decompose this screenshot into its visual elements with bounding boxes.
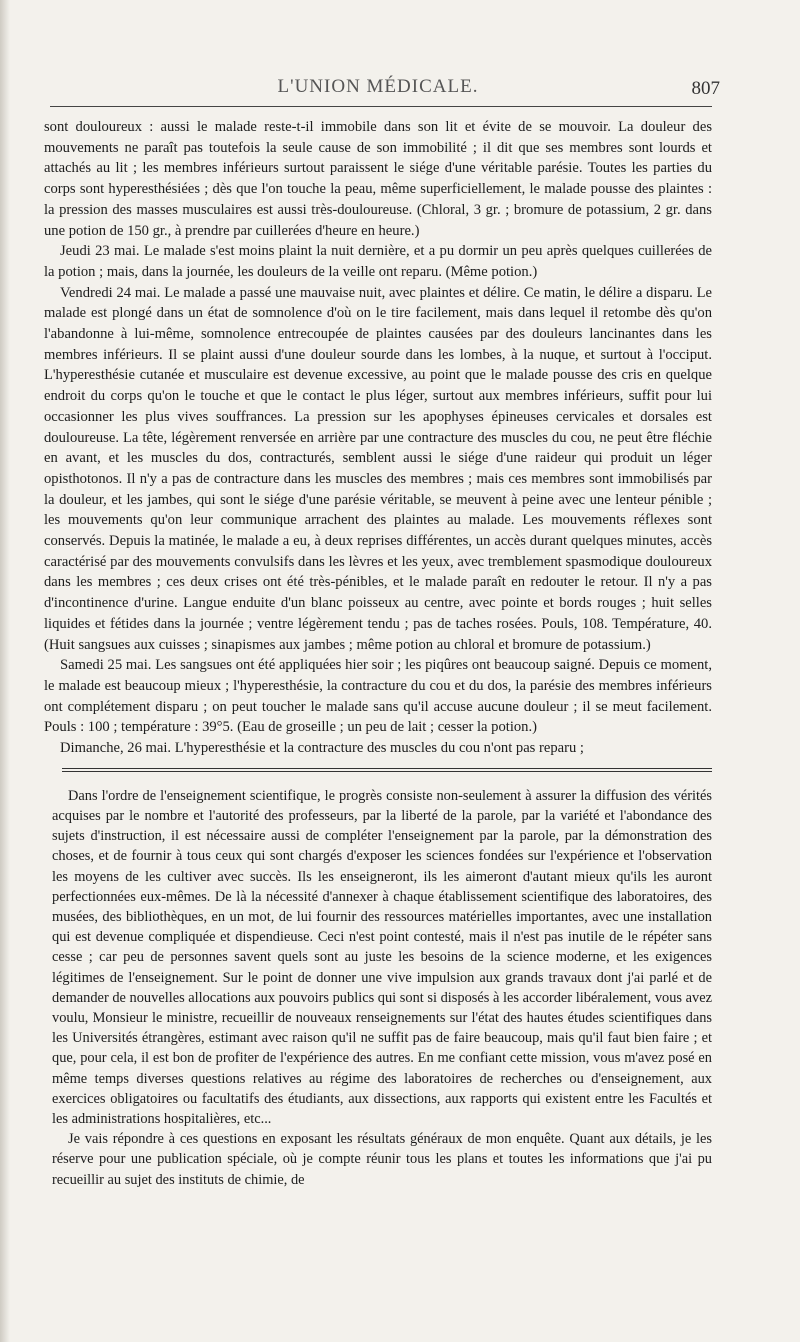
- case-paragraph: Vendredi 24 mai. Le malade a passé une mauvaise nuit, avec plaintes et délire. Ce matin, le délire a disparu. Le malade est plongé dans un état de somnolence d'où on le tire facilement, mais dans lequel il retombe dès qu'on l'abandonne à lui-même, somnolence entrecoupée de plaintes causées par des douleurs lancinantes dans les membres inférieurs. Il se plaint aussi d'une douleur sourde dans les lombes, à la nuque, et surtout à l'occiput. L'hyperesthésie cutanée et musculaire est devenue excessive, au point que le malade pousse des cris en quelque endroit du corps qu'on le touche et que le contact le plus léger, surtout aux membres inférieurs, suffit pour lui occasionner les plus vives souffrances. La pression sur les apophyses épineuses cervicales et dorsales est douloureuse. La tête, légèrement renversée en arrière par une contracture des muscles du cou, ne peut être fléchie en avant, et les muscles du dos, contracturés, semblent aussi le siége d'une raideur qui produit un léger opisthotonos. Il n'y a pas de contracture dans les muscles des membres ; mais ces membres sont immobilisés par la douleur, et les jambes, qui sont le siége d'une parésie véritable, se meuvent à peine avec une lenteur pénible ; les mouvements qu'on leur communique arrachent des plaintes au malade. Les mouvements réflexes sont conservés. Depuis la matinée, le malade a eu, à deux reprises différentes, un accès durant quelques minutes, accès caractérisé par des mouvements convulsifs dans les lèvres et les yeux, avec tremblement spasmodique douloureux dans les membres ; ces deux crises ont été très-pénibles, et le malade paraît en redouter le retour. Il n'y a pas d'incontinence d'urine. Langue enduite d'un blanc poisseux au centre, avec pointe et bords rouges ; huit selles liquides et fétides dans la journée ; ventre légèrement tendu ; pas de taches rosées. Pouls, 108. Température, 40. (Huit sangsues aux cuisses ; sinapismes aux jambes ; même potion au chloral et bromure de potassium.): [44, 284, 712, 653]
- running-head: [44, 74, 720, 102]
- journal-title: L'UNION MÉDICALE.: [277, 76, 479, 97]
- header-rule: [50, 106, 712, 107]
- section-divider: [62, 768, 712, 772]
- case-paragraph: Samedi 25 mai. Les sangsues ont été appliquées hier soir ; les piqûres ont beaucoup saigné. Depuis ce moment, le malade est beaucoup mieux ; l'hyperesthésie, la contracture du cou et du dos, la parésie des membres inférieurs ont complétement disparu ; on peut toucher le malade sans qu'il accuse aucune douleur ; il se meut facilement. Pouls : 100 ; température : 39°5. (Eau de groseille ; un peu de lait ; cesser la potion.): [44, 657, 712, 736]
- case-paragraph: sont douloureux : aussi le malade reste-t-il immobile dans son lit et évite de se mouvoir. La douleur des mouvements ne paraît pas toutefois la seule cause de son immobilité ; il dit que ses membres sont lourds et attachés au lit ; les membres inférieurs surtout paraissent le siége d'une véritable parésie. Toutes les parties du corps sont hyperesthésiées ; dès que l'on touche la peau, même superficiellement, le malade pousse des plaintes : la pression des masses musculaires est aussi très-douloureuse. (Chloral, 3 gr. ; bromure de potassium, 2 gr. dans une potion de 150 gr., à prendre par cuillerées d'heure en heure.): [44, 119, 712, 239]
- binding-gutter: [0, 0, 10, 1342]
- case-report: [44, 117, 712, 759]
- feuilleton-text: [44, 786, 712, 1190]
- feuilleton-paragraph: Dans l'ordre de l'enseignement scientifique, le progrès consiste non-seulement à assurer la diffusion des vérités acquises par le nombre et l'autorité des professeurs, par la liberté de la parole, par la variété et l'abondance des sujets d'instruction, il est nécessaire aussi de compléter l'enseignement par la parole, par la démonstration des choses, et de fournir à tous ceux qui sont chargés d'exposer les sciences fondées sur l'expérience et l'observation les moyens de les cultiver avec succès. Ils les enseigneront, ils les aimeront d'autant mieux qu'ils les auront perfectionnées eux-mêmes. De là la nécessité d'annexer à chaque établissement scientifique des laboratoires, des musées, des bibliothèques, en un mot, de lui fournir des ressources matérielles importantes, avec une installation qui est devenue compliquée et dispendieuse. Ceci n'est point contesté, mais il n'est pas inutile de le répéter sans cesse ; car peu de personnes savent quels sont au juste les besoins de la science moderne, et les exigences légitimes de l'enseignement. Sur le point de donner une vive impulsion aux grands travaux dont j'ai parlé et de demander de nouvelles allocations aux pouvoirs publics qui sont si disposés à les accorder libéralement, vous avez voulu, Monsieur le ministre, recueillir de nouveaux renseignements sur l'état des hautes études scientifiques dans les Universités étrangères, estimant avec raison qu'il ne suffit pas de faire beaucoup, mais qu'il faut bien faire ; et que, pour cela, il est bon de profiter de l'expérience des autres. En me confiant cette mission, vous m'avez posé en même temps diverses questions relatives au régime des laboratoires de recherches ou d'enseignement, aux exercices obligatoires ou facultatifs des étudiants, aux dissections, aux rapports qui existent entre les Facultés et les administrations hospitalières, etc...: [52, 787, 712, 1128]
- case-paragraph: Dimanche, 26 mai. L'hyperesthésie et la contracture des muscles du cou n'ont pas reparu ;: [60, 740, 584, 757]
- case-paragraph: Jeudi 23 mai. Le malade s'est moins plaint la nuit dernière, et a pu dormir un peu après quelques cuillerées de la potion ; mais, dans la journée, les douleurs de la veille ont reparu. (Même potion.): [44, 243, 712, 280]
- feuilleton-paragraph: Je vais répondre à ces questions en exposant les résultats généraux de mon enquête. Quant aux détails, je les réserve pour une publication spéciale, où je compte réunir tous les plans et toutes les informations que j'ai pu recueillir au sujet des instituts de chimie, de: [52, 1131, 712, 1188]
- page-number: 807: [691, 78, 720, 99]
